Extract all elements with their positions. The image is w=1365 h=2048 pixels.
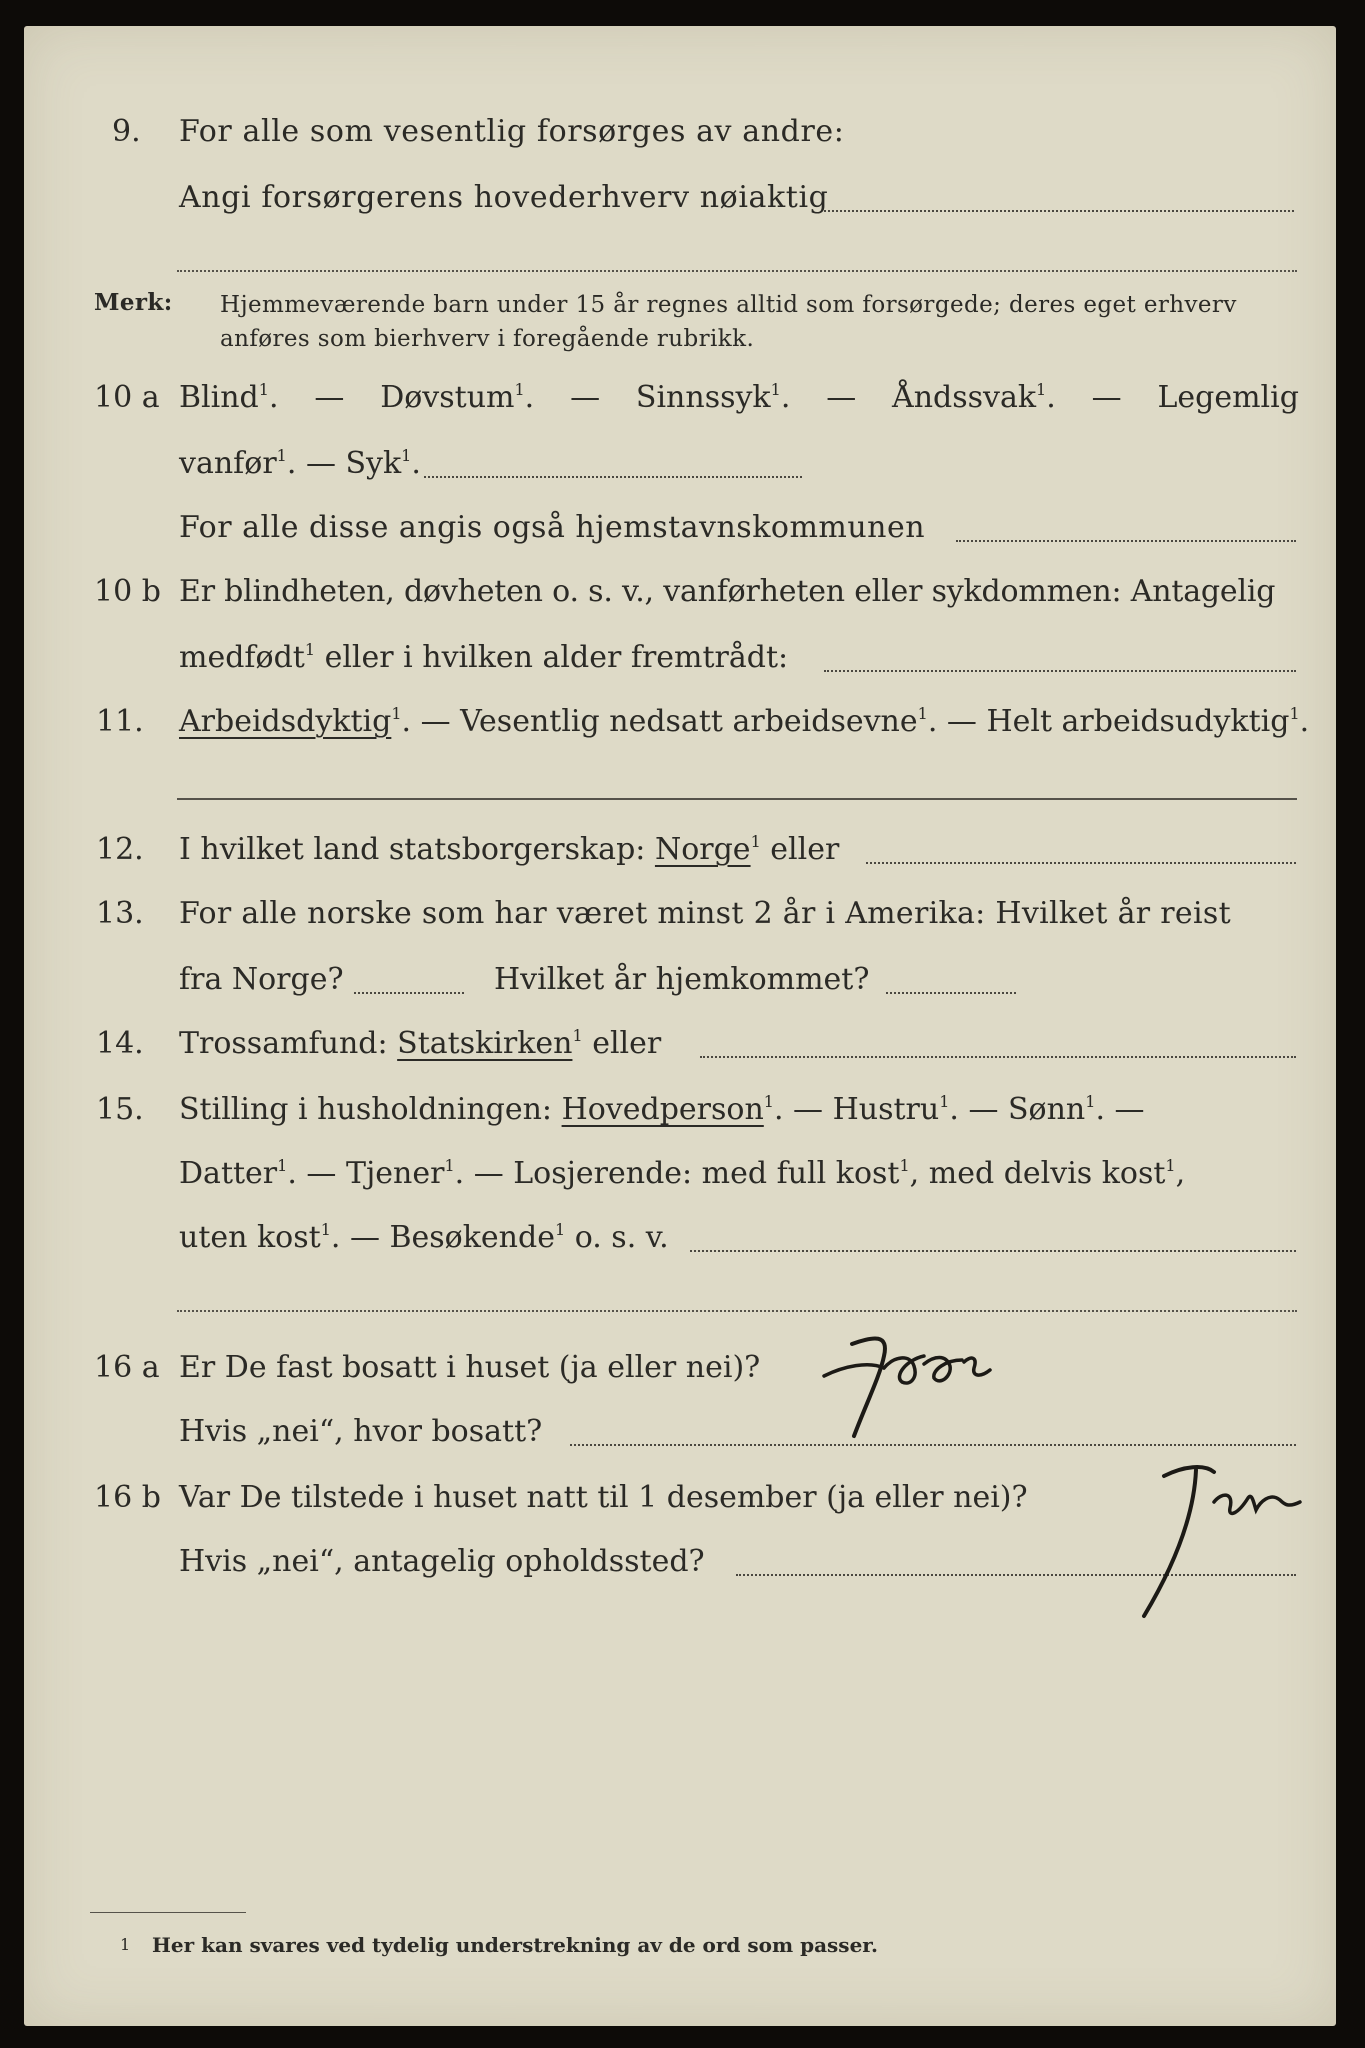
question-10b-line2-tail: eller i hvilken alder fremtrådt: [324,640,789,675]
answer-field-15[interactable] [690,1250,1296,1252]
answer-field-13-year-left[interactable] [354,992,464,994]
question-16b-line2: Hvis „nei“, antagelig opholdssted? [179,1544,705,1579]
footnote-text: Her kan svares ved tydelig understrekning av de ord som passer. [152,1933,878,1957]
option-hovedperson-selected[interactable]: Hovedperson [561,1092,764,1127]
answer-field-13-year-returned[interactable] [886,992,1016,994]
question-13-line2a: fra Norge? [179,962,344,997]
option-andssvak[interactable]: Åndssvak$^1$. [892,380,1056,415]
question-15-etc: o. s. v. [574,1220,669,1255]
question-15-text: Stilling i husholdningen: [179,1092,553,1127]
question-13-line2b: Hvilket år hjemkommet? [494,962,870,997]
option-arbeidsdyktig-selected[interactable]: Arbeidsdyktig [179,704,392,739]
question-16b-number: 16 b [94,1480,161,1515]
question-14-tail: eller [592,1026,662,1061]
question-10b-number: 10 b [94,574,161,609]
note-label: Merk: [94,289,173,316]
option-hustru[interactable]: Hustru [832,1092,940,1127]
note-line1: Hjemmeværende barn under 15 år regnes alltid som forsørgede; deres eget erhverv [220,292,1237,318]
question-16a-number: 16 a [94,1350,160,1385]
question-16a-line2: Hvis „nei“, hvor bosatt? [179,1414,543,1449]
question-14-line: Trossamfund: Statskirken$^1$ eller [179,1026,662,1061]
answer-field-10b[interactable] [824,670,1296,672]
option-statskirken-selected[interactable]: Statskirken [397,1026,573,1061]
handwritten-answer-nei [814,1316,1034,1446]
option-full-kost[interactable]: Losjerende: med full kost [513,1156,900,1191]
dash: — [826,380,857,415]
option-legemlig[interactable]: Legemlig [1157,380,1299,415]
dash: — [1091,380,1122,415]
question-16b-line1: Var De tilstede i huset natt til 1 desember (ja eller nei)? [179,1480,1028,1515]
note-line2: anføres som bierhverv i foregående rubrikk. [220,326,755,352]
footnote-rule [90,1912,246,1913]
question-10a-line3: For alle disse angis også hjemstavnskommunen [179,510,926,545]
question-14-text: Trossamfund: [179,1026,388,1061]
option-vanfor[interactable]: vanfør$^1$. [179,446,297,481]
question-15-number: 15. [96,1092,144,1127]
option-udyktig[interactable]: Helt arbeidsudyktig [986,704,1290,739]
answer-field-10a-municipality[interactable] [956,540,1296,542]
question-14-number: 14. [96,1026,144,1061]
option-sinnssyk[interactable]: Sinnssyk$^1$. [635,380,791,415]
question-12-line: I hvilket land statsborgerskap: Norge$^1$ eller [179,832,840,867]
option-medfodt[interactable]: medfødt [179,640,305,675]
question-9-number: 9. [112,114,141,149]
option-nedsatt[interactable]: Vesentlig nedsatt arbeidsevne [460,704,918,739]
svg-text:Ja: Ja [1104,1446,1105,1447]
option-uten-kost[interactable]: uten kost [179,1220,321,1255]
question-10a-number: 10 a [94,380,160,415]
question-12-tail: eller [770,832,840,867]
question-10a-line2: vanfør$^1$. — Syk$^1$. [179,446,421,481]
question-16a-line1: Er De fast bosatt i huset (ja eller nei)? [179,1350,761,1385]
option-blind[interactable]: Blind$^1$. [179,380,279,415]
question-9-line2: Angi forsørgerens hovederhverv nøiaktig [179,180,829,215]
dash: — [570,380,601,415]
question-10a-line1 [179,380,1299,416]
option-besokende[interactable]: Besøkende [389,1220,555,1255]
question-11-options: Arbeidsdyktig$^1$. — Vesentlig nedsatt arbeidsevne$^1$. — Helt arbeidsudyktig$^1$. [179,704,1310,739]
question-13-number: 13. [96,896,144,931]
option-datter[interactable]: Datter [179,1156,278,1191]
question-13-line1: For alle norske som har været minst 2 år i Amerika: Hvilket år reist [179,896,1231,931]
question-12-number: 12. [96,832,144,867]
question-15-line3: uten kost$^1$. — Besøkende$^1$ o. s. v. [179,1220,669,1255]
answer-line-9b[interactable] [177,270,1297,272]
answer-line-15b[interactable] [177,1310,1297,1312]
answer-line-11[interactable] [177,798,1297,800]
dash: — [314,380,345,415]
footnote-mark: 1 [120,1935,131,1954]
option-sonn[interactable]: Sønn [1008,1092,1086,1127]
option-dovstum[interactable]: Døvstum$^1$. [380,380,535,415]
question-10b-line2: medfødt$^1$ eller i hvilken alder fremtrådt: [179,640,789,675]
svg-text:Nei: Nei [814,1316,816,1317]
answer-field-12[interactable] [866,862,1296,864]
option-delvis-kost[interactable]: med delvis kost [928,1156,1166,1191]
question-12-text: I hvilket land statsborgerskap: [179,832,646,867]
census-form-page [24,26,1336,2026]
option-syk[interactable]: Syk$^1$. [345,446,421,481]
option-tjener[interactable]: Tjener [345,1156,445,1191]
question-15-line2: Datter$^1$. — Tjener$^1$. — Losjerende: med full kost$^1$, med delvis kost$^1$, [179,1156,1186,1191]
question-9-line1: For alle som vesentlig forsørges av andre: [179,114,845,149]
answer-field-10a[interactable] [424,476,802,478]
handwritten-answer-ja [1104,1446,1324,1626]
question-11-number: 11. [96,704,144,739]
question-10b-line1: Er blindheten, døvheten o. s. v., vanførheten eller sykdommen: Antagelig [179,574,1276,609]
option-norge-selected[interactable]: Norge [654,832,751,867]
answer-field-9[interactable] [824,210,1294,212]
question-15-line1: Stilling i husholdningen: Hovedperson$^1$. — Hustru$^1$. — Sønn$^1$. — [179,1092,1145,1127]
answer-field-14[interactable] [700,1056,1296,1058]
